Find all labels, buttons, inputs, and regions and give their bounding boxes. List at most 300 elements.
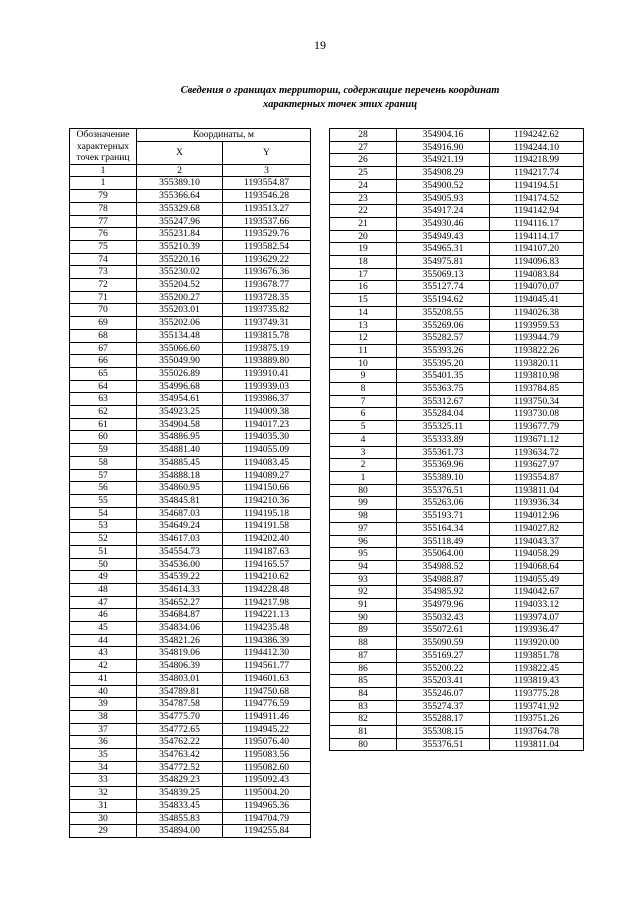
table-row <box>70 749 311 762</box>
x-coordinate: 354954.61 <box>137 393 223 406</box>
y-coordinate: 1194412.30 <box>223 647 311 660</box>
x-coordinate: 355361.73 <box>397 446 490 459</box>
x-coordinate: 354923.25 <box>137 406 223 419</box>
y-coordinate: 1193811.04 <box>490 484 584 497</box>
point-number: 73 <box>70 266 137 279</box>
table-row <box>70 240 311 253</box>
x-coordinate: 355263.06 <box>397 497 490 510</box>
x-coordinate: 355366.64 <box>137 190 223 203</box>
x-coordinate: 354908.29 <box>397 167 490 180</box>
y-coordinate: 1194235.48 <box>223 622 311 635</box>
point-number: 67 <box>70 342 137 355</box>
point-number: 85 <box>330 675 397 688</box>
point-number: 91 <box>330 599 397 612</box>
x-coordinate: 355389.10 <box>137 177 223 190</box>
point-number: 53 <box>70 520 137 533</box>
point-number: 22 <box>330 205 397 218</box>
x-coordinate: 355069.13 <box>397 268 490 281</box>
point-number: 13 <box>330 319 397 332</box>
table-row <box>70 393 311 406</box>
x-coordinate: 354975.81 <box>397 256 490 269</box>
table-row <box>330 256 584 269</box>
table-row <box>70 494 311 507</box>
table-row <box>70 545 311 558</box>
y-coordinate: 1193986.37 <box>223 393 311 406</box>
x-coordinate: 354803.01 <box>137 672 223 685</box>
y-coordinate: 1194142.94 <box>490 205 584 218</box>
point-number: 70 <box>70 304 137 317</box>
x-coordinate: 355169.27 <box>397 649 490 662</box>
y-coordinate: 1194055.09 <box>223 444 311 457</box>
y-coordinate: 1193513.27 <box>223 202 311 215</box>
y-coordinate: 1194217.98 <box>223 596 311 609</box>
table-row <box>70 342 311 355</box>
point-number: 8 <box>330 383 397 396</box>
x-coordinate: 354845.81 <box>137 494 223 507</box>
y-coordinate: 1194150.66 <box>223 482 311 495</box>
y-coordinate: 1193554.87 <box>490 471 584 484</box>
y-coordinate: 1194035.30 <box>223 431 311 444</box>
point-number: 5 <box>330 421 397 434</box>
x-coordinate: 354888.18 <box>137 469 223 482</box>
y-coordinate: 1194045.41 <box>490 294 584 307</box>
y-coordinate: 1193959.53 <box>490 319 584 332</box>
table-row <box>330 713 584 726</box>
x-coordinate: 354821.26 <box>137 634 223 647</box>
point-number: 84 <box>330 687 397 700</box>
point-number: 34 <box>70 761 137 774</box>
x-coordinate: 355090.59 <box>397 637 490 650</box>
table-row <box>70 444 311 457</box>
x-coordinate: 355066.60 <box>137 342 223 355</box>
x-coordinate: 354988.52 <box>397 560 490 573</box>
x-coordinate: 354789.81 <box>137 685 223 698</box>
point-number: 19 <box>330 243 397 256</box>
point-number: 14 <box>330 306 397 319</box>
y-coordinate: 1193730.08 <box>490 408 584 421</box>
point-number: 82 <box>330 713 397 726</box>
table-row <box>70 431 311 444</box>
x-coordinate: 355049.90 <box>137 355 223 368</box>
y-coordinate: 1194386.39 <box>223 634 311 647</box>
point-number: 71 <box>70 291 137 304</box>
y-coordinate: 1194070.07 <box>490 281 584 294</box>
table-row <box>70 609 311 622</box>
y-coordinate: 1193851.78 <box>490 649 584 662</box>
table-row <box>330 179 584 192</box>
point-number: 87 <box>330 649 397 662</box>
y-coordinate: 1193815.78 <box>223 329 311 342</box>
point-number: 41 <box>70 672 137 685</box>
point-number: 7 <box>330 395 397 408</box>
x-coordinate: 354762.22 <box>137 736 223 749</box>
point-number: 25 <box>330 167 397 180</box>
x-coordinate: 354614.33 <box>137 583 223 596</box>
y-coordinate: 1194012.96 <box>490 510 584 523</box>
y-coordinate: 1193629.22 <box>223 253 311 266</box>
y-coordinate: 1194218.99 <box>490 154 584 167</box>
point-number: 80 <box>330 738 397 751</box>
point-number: 57 <box>70 469 137 482</box>
point-number: 59 <box>70 444 137 457</box>
x-coordinate: 355282.57 <box>397 332 490 345</box>
point-number: 26 <box>330 154 397 167</box>
table-row <box>70 583 311 596</box>
left-table-body <box>70 177 311 838</box>
x-coordinate: 355395.20 <box>397 357 490 370</box>
x-coordinate: 354649.24 <box>137 520 223 533</box>
x-coordinate: 355269.06 <box>397 319 490 332</box>
y-coordinate: 1193936.34 <box>490 497 584 510</box>
point-number: 92 <box>330 586 397 599</box>
x-coordinate: 355202.06 <box>137 317 223 330</box>
point-number: 39 <box>70 698 137 711</box>
table-row <box>70 482 311 495</box>
x-coordinate: 354985.92 <box>397 586 490 599</box>
y-coordinate: 1194242.62 <box>490 129 584 142</box>
point-number: 11 <box>330 344 397 357</box>
y-coordinate: 1194116.17 <box>490 217 584 230</box>
y-coordinate: 1194601.63 <box>223 672 311 685</box>
y-coordinate: 1195083.56 <box>223 749 311 762</box>
x-coordinate: 355203.41 <box>397 675 490 688</box>
x-coordinate: 354921.19 <box>397 154 490 167</box>
table-row <box>70 787 311 800</box>
y-coordinate: 1194055.49 <box>490 573 584 586</box>
table-row <box>70 647 311 660</box>
col-number-3: 3 <box>223 164 311 177</box>
y-coordinate: 1193554.87 <box>223 177 311 190</box>
y-coordinate: 1194026.38 <box>490 306 584 319</box>
y-coordinate: 1194210.62 <box>223 571 311 584</box>
table-row <box>70 418 311 431</box>
y-coordinate: 1193750.34 <box>490 395 584 408</box>
x-coordinate: 355194.62 <box>397 294 490 307</box>
table-row <box>70 355 311 368</box>
y-coordinate: 1193751.26 <box>490 713 584 726</box>
table-row <box>330 230 584 243</box>
y-coordinate: 1193671.12 <box>490 433 584 446</box>
y-coordinate: 1193822.45 <box>490 662 584 675</box>
point-number: 51 <box>70 545 137 558</box>
point-number: 17 <box>330 268 397 281</box>
point-number: 74 <box>70 253 137 266</box>
y-coordinate: 1194187.63 <box>223 545 311 558</box>
x-coordinate: 354949.43 <box>397 230 490 243</box>
point-number: 20 <box>330 230 397 243</box>
x-coordinate: 355389.10 <box>397 471 490 484</box>
table-row <box>330 217 584 230</box>
y-coordinate: 1194027.82 <box>490 522 584 535</box>
x-coordinate: 354886.95 <box>137 431 223 444</box>
x-coordinate: 355164.34 <box>397 522 490 535</box>
y-coordinate: 1194228.48 <box>223 583 311 596</box>
point-number: 93 <box>330 573 397 586</box>
y-coordinate: 1193529.76 <box>223 228 311 241</box>
x-coordinate: 354772.65 <box>137 723 223 736</box>
y-coordinate: 1194776.59 <box>223 698 311 711</box>
y-coordinate: 1193875.19 <box>223 342 311 355</box>
x-coordinate: 355064.00 <box>397 548 490 561</box>
x-coordinate: 354894.00 <box>137 825 223 838</box>
y-coordinate: 1194033.12 <box>490 599 584 612</box>
y-coordinate: 1193735.82 <box>223 304 311 317</box>
table-row <box>70 774 311 787</box>
point-number: 28 <box>330 129 397 142</box>
x-coordinate: 355312.67 <box>397 395 490 408</box>
x-coordinate: 355200.22 <box>397 662 490 675</box>
x-coordinate: 354885.45 <box>137 456 223 469</box>
point-number: 97 <box>330 522 397 535</box>
point-number: 29 <box>70 825 137 838</box>
point-number: 77 <box>70 215 137 228</box>
x-coordinate: 354881.40 <box>137 444 223 457</box>
point-number: 88 <box>330 637 397 650</box>
table-row <box>330 332 584 345</box>
x-coordinate: 355026.89 <box>137 367 223 380</box>
x-coordinate: 354536.00 <box>137 558 223 571</box>
y-coordinate: 1193822.26 <box>490 344 584 357</box>
x-coordinate: 354833.45 <box>137 799 223 812</box>
x-coordinate: 355333.89 <box>397 433 490 446</box>
point-number: 95 <box>330 548 397 561</box>
y-coordinate: 1193889.80 <box>223 355 311 368</box>
x-coordinate: 354965.31 <box>397 243 490 256</box>
y-coordinate: 1194083.84 <box>490 268 584 281</box>
table-row <box>330 573 584 586</box>
x-coordinate: 355134.48 <box>137 329 223 342</box>
point-number: 89 <box>330 624 397 637</box>
table-row <box>70 279 311 292</box>
point-number: 43 <box>70 647 137 660</box>
x-coordinate: 355208.55 <box>397 306 490 319</box>
point-number: 12 <box>330 332 397 345</box>
table-row <box>330 522 584 535</box>
point-number: 63 <box>70 393 137 406</box>
table-row <box>330 446 584 459</box>
y-coordinate: 1194114.17 <box>490 230 584 243</box>
y-coordinate: 1194217.74 <box>490 167 584 180</box>
y-coordinate: 1194096.83 <box>490 256 584 269</box>
x-coordinate: 355325.11 <box>397 421 490 434</box>
x-coordinate: 355193.71 <box>397 510 490 523</box>
point-number: 65 <box>70 367 137 380</box>
x-coordinate: 354684.87 <box>137 609 223 622</box>
point-number: 94 <box>330 560 397 573</box>
table-row <box>70 799 311 812</box>
x-coordinate: 354996.68 <box>137 380 223 393</box>
point-number: 40 <box>70 685 137 698</box>
point-number: 81 <box>330 726 397 739</box>
point-number: 45 <box>70 622 137 635</box>
x-coordinate: 355308.15 <box>397 726 490 739</box>
point-number: 61 <box>70 418 137 431</box>
x-coordinate: 354652.27 <box>137 596 223 609</box>
x-coordinate: 354905.93 <box>397 192 490 205</box>
x-coordinate: 354554.73 <box>137 545 223 558</box>
x-coordinate: 355363.75 <box>397 383 490 396</box>
page-number: 19 <box>314 38 326 52</box>
table-row <box>70 291 311 304</box>
table-row <box>70 596 311 609</box>
point-number: 38 <box>70 710 137 723</box>
y-coordinate: 1193811.04 <box>490 738 584 751</box>
y-coordinate: 1193749.31 <box>223 317 311 330</box>
x-coordinate: 354539.22 <box>137 571 223 584</box>
point-number: 49 <box>70 571 137 584</box>
point-number: 30 <box>70 812 137 825</box>
table-row <box>330 192 584 205</box>
table-row <box>330 560 584 573</box>
y-coordinate: 1193819.43 <box>490 675 584 688</box>
point-number: 23 <box>330 192 397 205</box>
y-coordinate: 1194965.36 <box>223 799 311 812</box>
point-number: 50 <box>70 558 137 571</box>
table-row <box>330 471 584 484</box>
point-number: 64 <box>70 380 137 393</box>
table-row <box>70 190 311 203</box>
table-row <box>330 649 584 662</box>
x-coordinate: 354834.06 <box>137 622 223 635</box>
x-coordinate: 354772.52 <box>137 761 223 774</box>
x-coordinate: 354819.06 <box>137 647 223 660</box>
x-coordinate: 354904.58 <box>137 418 223 431</box>
point-number: 76 <box>70 228 137 241</box>
table-row <box>330 370 584 383</box>
x-coordinate: 354930.46 <box>397 217 490 230</box>
table-row <box>70 736 311 749</box>
y-coordinate: 1193678.77 <box>223 279 311 292</box>
point-number: 72 <box>70 279 137 292</box>
title-line-1: Сведения о границах территории, содержащие перечень координат <box>180 85 500 96</box>
y-coordinate: 1193920.00 <box>490 637 584 650</box>
x-coordinate: 354855.83 <box>137 812 223 825</box>
point-number: 37 <box>70 723 137 736</box>
y-coordinate: 1193627.97 <box>490 459 584 472</box>
y-coordinate: 1193582.54 <box>223 240 311 253</box>
y-coordinate: 1194089.27 <box>223 469 311 482</box>
point-number: 90 <box>330 611 397 624</box>
point-header: Обозначение характерных точек границ <box>70 129 137 165</box>
col-number-1: 1 <box>70 164 137 177</box>
y-coordinate: 1193944.79 <box>490 332 584 345</box>
table-row <box>330 675 584 688</box>
point-number: 15 <box>330 294 397 307</box>
table-row <box>330 662 584 675</box>
table-row <box>330 433 584 446</box>
y-coordinate: 1194191.58 <box>223 520 311 533</box>
table-row <box>70 825 311 838</box>
table-row <box>330 726 584 739</box>
table-row <box>330 611 584 624</box>
y-coordinate: 1194194.51 <box>490 179 584 192</box>
x-coordinate: 355274.37 <box>397 700 490 713</box>
table-row <box>70 304 311 317</box>
x-coordinate: 355204.52 <box>137 279 223 292</box>
point-number: 24 <box>330 179 397 192</box>
table-row <box>70 622 311 635</box>
table-row <box>330 357 584 370</box>
document-title <box>60 84 620 112</box>
x-coordinate: 354829.23 <box>137 774 223 787</box>
x-coordinate: 354775.70 <box>137 710 223 723</box>
table-row <box>70 317 311 330</box>
y-coordinate: 1195004.20 <box>223 787 311 800</box>
x-coordinate: 355401.35 <box>397 370 490 383</box>
x-coordinate: 355200.27 <box>137 291 223 304</box>
table-row <box>330 243 584 256</box>
y-coordinate: 1194009.38 <box>223 406 311 419</box>
table-row <box>330 383 584 396</box>
coordinates-table-right <box>329 128 584 751</box>
title-line-2: характерных точек этих границ <box>262 99 418 110</box>
x-coordinate: 355203.01 <box>137 304 223 317</box>
x-coordinate: 355247.96 <box>137 215 223 228</box>
point-number: 79 <box>70 190 137 203</box>
x-coordinate: 355220.16 <box>137 253 223 266</box>
y-coordinate: 1193910.41 <box>223 367 311 380</box>
table-row <box>330 129 584 142</box>
y-coordinate: 1194244.10 <box>490 141 584 154</box>
x-coordinate: 355376.51 <box>397 738 490 751</box>
table-row <box>330 497 584 510</box>
y-coordinate: 1193939.03 <box>223 380 311 393</box>
x-coordinate: 354806.39 <box>137 660 223 673</box>
table-row <box>70 634 311 647</box>
point-number: 10 <box>330 357 397 370</box>
table-row <box>330 624 584 637</box>
table-row <box>70 329 311 342</box>
y-coordinate: 1194195.18 <box>223 507 311 520</box>
y-coordinate: 1194704.79 <box>223 812 311 825</box>
point-number: 21 <box>330 217 397 230</box>
x-coordinate: 354988.87 <box>397 573 490 586</box>
table-row <box>70 685 311 698</box>
point-number: 6 <box>330 408 397 421</box>
point-number: 58 <box>70 456 137 469</box>
point-number: 16 <box>330 281 397 294</box>
table-row <box>70 672 311 685</box>
x-coordinate: 354916.90 <box>397 141 490 154</box>
table-row <box>330 281 584 294</box>
point-number: 98 <box>330 510 397 523</box>
x-coordinate: 355288.17 <box>397 713 490 726</box>
point-number: 31 <box>70 799 137 812</box>
x-coordinate: 354917.24 <box>397 205 490 218</box>
table-row <box>70 215 311 228</box>
point-number: 1 <box>330 471 397 484</box>
x-coordinate: 354904.16 <box>397 129 490 142</box>
point-number: 78 <box>70 202 137 215</box>
y-coordinate: 1193634.72 <box>490 446 584 459</box>
point-number: 4 <box>330 433 397 446</box>
point-number: 36 <box>70 736 137 749</box>
y-coordinate: 1193537.66 <box>223 215 311 228</box>
point-number: 86 <box>330 662 397 675</box>
coords-header: Координаты, м <box>137 129 311 142</box>
y-coordinate: 1193936.47 <box>490 624 584 637</box>
x-coordinate: 354900.52 <box>397 179 490 192</box>
table-row <box>70 367 311 380</box>
y-coordinate: 1194750.68 <box>223 685 311 698</box>
y-coordinate: 1194017.23 <box>223 418 311 431</box>
y-coordinate: 1194561.77 <box>223 660 311 673</box>
y-coordinate: 1194042.67 <box>490 586 584 599</box>
y-coordinate: 1194107.20 <box>490 243 584 256</box>
point-number: 3 <box>330 446 397 459</box>
x-coordinate: 354839.25 <box>137 787 223 800</box>
y-coordinate: 1193546.28 <box>223 190 311 203</box>
